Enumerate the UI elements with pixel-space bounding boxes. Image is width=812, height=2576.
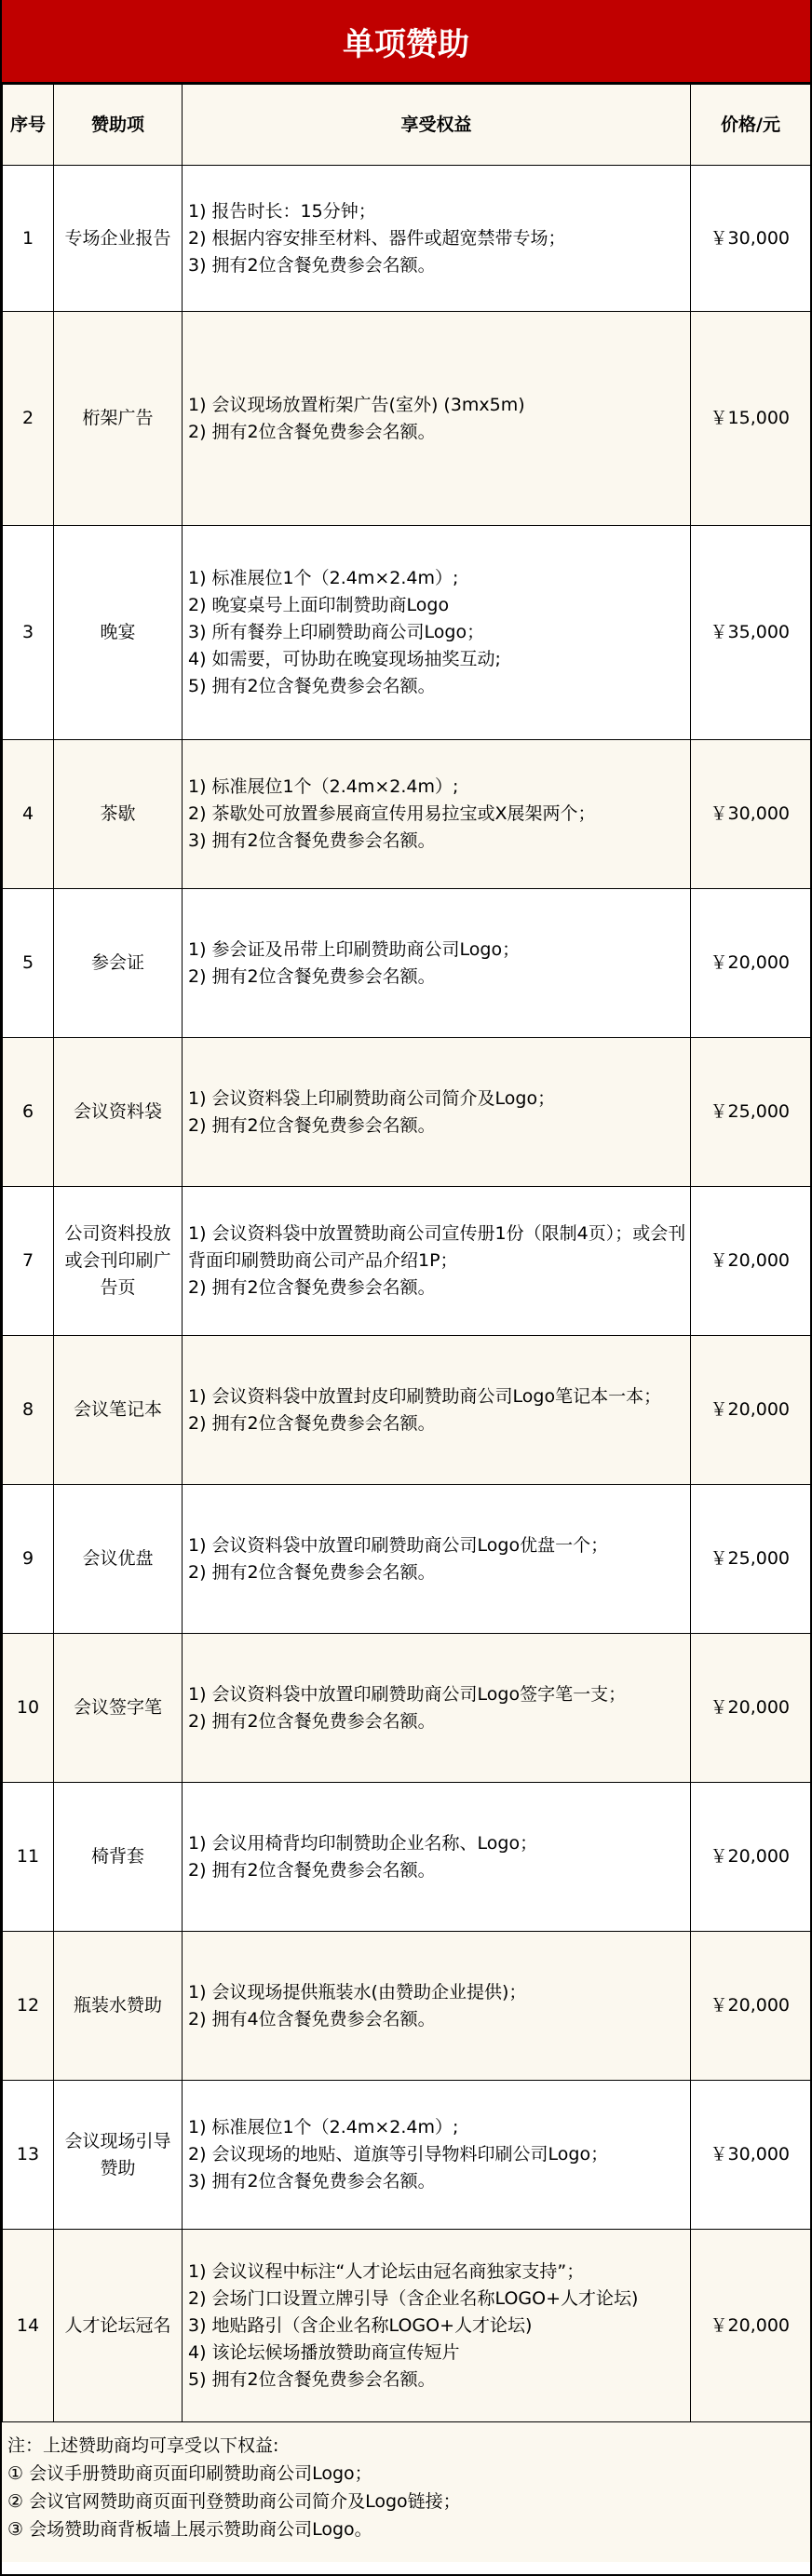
- row-number: 5: [3, 889, 54, 1038]
- sponsor-item-name: 会议现场引导赞助: [54, 2081, 183, 2230]
- row-number: 13: [3, 2081, 54, 2230]
- price-cell: ￥35,000: [691, 526, 811, 740]
- benefit-line: 1) 标准展位1个（2.4m×2.4m）;: [188, 776, 459, 797]
- benefits-cell: [183, 312, 691, 526]
- benefit-line: 2) 拥有2位含餐免费参会名额。: [188, 1412, 436, 1434]
- table-row: [3, 312, 811, 526]
- table-row: [3, 740, 811, 889]
- benefit-line: 3) 拥有2位含餐免费参会名额。: [188, 830, 436, 851]
- price-cell: ￥25,000: [691, 1038, 811, 1187]
- benefit-line: 1) 标准展位1个（2.4m×2.4m）;: [188, 568, 459, 588]
- note-item: ① 会议手册赞助商页面印刷赞助商公司Logo；: [7, 2463, 372, 2484]
- benefit-line: 5) 拥有2位含餐免费参会名额。: [188, 2368, 436, 2390]
- table-row: [3, 1336, 811, 1485]
- benefits-cell: [183, 2230, 691, 2422]
- sponsor-item-name: 茶歇: [54, 740, 183, 889]
- sponsor-item-name: 参会证: [54, 889, 183, 1038]
- benefit-line: 1) 参会证及吊带上印刷赞助商公司Logo；: [188, 938, 521, 960]
- benefit-line: 2) 晚宴桌号上面印制赞助商Logo: [188, 595, 450, 615]
- table-header-row: [3, 85, 811, 166]
- row-number: 8: [3, 1336, 54, 1485]
- benefit-line: 1) 会议资料袋中放置印刷赞助商公司Logo优盘一个；: [188, 1534, 609, 1556]
- benefit-line: 1) 报告时长：15分钟；: [188, 200, 376, 222]
- price-cell: ￥30,000: [691, 166, 811, 312]
- row-number: 4: [3, 740, 54, 889]
- benefit-line: 2) 会场门口设置立牌引导（含企业名称LOGO+人才论坛): [188, 2287, 639, 2309]
- price-cell: ￥15,000: [691, 312, 811, 526]
- benefit-line: 2) 拥有4位含餐免费参会名额。: [188, 2008, 436, 2030]
- header-item: 赞助项: [54, 85, 183, 166]
- benefits-cell: [183, 166, 691, 312]
- table-row: [3, 1038, 811, 1187]
- table-row: [3, 2081, 811, 2230]
- price-cell: ￥20,000: [691, 2230, 811, 2422]
- benefit-line: 1) 会议用椅背均印制赞助企业名称、Logo；: [188, 1832, 538, 1854]
- price-cell: ￥30,000: [691, 2081, 811, 2230]
- benefit-line: 3) 所有餐券上印刷赞助商公司Logo；: [188, 622, 485, 642]
- benefit-line: 1) 标准展位1个（2.4m×2.4m）;: [188, 2117, 459, 2138]
- header-price: 价格/元: [691, 85, 811, 166]
- table-row: [3, 1932, 811, 2081]
- sponsor-item-name: 椅背套: [54, 1783, 183, 1932]
- table-row: [3, 166, 811, 312]
- row-number: 12: [3, 1932, 54, 2081]
- benefit-line: 1) 会议议程中标注“人才论坛由冠名商独家支持”；: [188, 2260, 585, 2282]
- benefit-line: 5) 拥有2位含餐免费参会名额。: [188, 676, 436, 696]
- benefits-cell: [183, 1187, 691, 1336]
- benefit-line: 3) 拥有2位含餐免费参会名额。: [188, 2171, 436, 2192]
- benefit-line: 2) 拥有2位含餐免费参会名额。: [188, 421, 436, 442]
- benefit-line: 2) 拥有2位含餐免费参会名额。: [188, 1561, 436, 1583]
- sponsor-item-name: 桁架广告: [54, 312, 183, 526]
- benefit-line: 2) 根据内容安排至材料、器件或超宽禁带专场；: [188, 227, 566, 249]
- table-row: [3, 1783, 811, 1932]
- note-item: ② 会议官网赞助商页面刊登赞助商公司简介及Logo链接；: [7, 2491, 461, 2512]
- note-intro: 注：上述赞助商均可享受以下权益:: [7, 2435, 279, 2456]
- sponsor-item-name: 会议资料袋: [54, 1038, 183, 1187]
- price-cell: ￥20,000: [691, 1634, 811, 1783]
- sponsor-item-name: 会议签字笔: [54, 1634, 183, 1783]
- note-item: ③ 会场赞助商背板墙上展示赞助商公司Logo。: [7, 2519, 372, 2540]
- row-number: 1: [3, 166, 54, 312]
- benefit-line: 2) 拥有2位含餐免费参会名额。: [188, 1710, 436, 1732]
- benefit-line: 2) 拥有2位含餐免费参会名额。: [188, 965, 436, 987]
- price-cell: ￥20,000: [691, 1336, 811, 1485]
- benefits-cell: [183, 2081, 691, 2230]
- benefits-cell: [183, 1336, 691, 1485]
- row-number: 7: [3, 1187, 54, 1336]
- benefits-cell: [183, 889, 691, 1038]
- benefit-line: 1) 会议现场放置桁架广告(室外) (3mx5m): [188, 394, 525, 415]
- table-row: [3, 1634, 811, 1783]
- benefits-cell: [183, 1038, 691, 1187]
- benefit-line: 2) 拥有2位含餐免费参会名额。: [188, 1114, 436, 1136]
- row-number: 3: [3, 526, 54, 740]
- row-number: 6: [3, 1038, 54, 1187]
- sponsor-item-name: 瓶装水赞助: [54, 1932, 183, 2081]
- table-row: [3, 1187, 811, 1336]
- price-cell: ￥30,000: [691, 740, 811, 889]
- benefits-cell: [183, 526, 691, 740]
- sponsor-item-name: 专场企业报告: [54, 166, 183, 312]
- price-cell: ￥20,000: [691, 889, 811, 1038]
- benefit-line: 4) 该论坛候场播放赞助商宣传短片: [188, 2341, 460, 2363]
- price-cell: ￥25,000: [691, 1485, 811, 1634]
- sponsor-item-name: 晚宴: [54, 526, 183, 740]
- table-row: [3, 1485, 811, 1634]
- row-number: 2: [3, 312, 54, 526]
- price-cell: ￥20,000: [691, 1783, 811, 1932]
- header-no: 序号: [3, 85, 54, 166]
- row-number: 10: [3, 1634, 54, 1783]
- benefit-line: 4) 如需要，可协助在晚宴现场抽奖互动;: [188, 649, 501, 669]
- table-row: [3, 2230, 811, 2422]
- benefit-line: 1) 会议资料袋中放置封皮印刷赞助商公司Logo笔记本一本；: [188, 1385, 662, 1407]
- benefits-cell: [183, 1932, 691, 2081]
- benefit-line: 2) 拥有2位含餐免费参会名额。: [188, 1859, 436, 1881]
- benefit-line: 2) 茶歇处可放置参展商宣传用易拉宝或X展架两个；: [188, 803, 596, 824]
- benefits-cell: [183, 740, 691, 889]
- price-cell: ￥20,000: [691, 1187, 811, 1336]
- benefit-line: 1) 会议现场提供瓶装水(由赞助企业提供)；: [188, 1981, 527, 2003]
- sponsor-item-name: 会议优盘: [54, 1485, 183, 1634]
- price-cell: ￥20,000: [691, 1932, 811, 2081]
- benefit-line: 2) 会议现场的地贴、道旗等引导物料印刷公司Logo；: [188, 2144, 609, 2165]
- sponsorship-table: [2, 84, 811, 2422]
- row-number: 14: [3, 2230, 54, 2422]
- sponsor-item-name: 公司资料投放或会刊印刷广告页: [54, 1187, 183, 1336]
- row-number: 9: [3, 1485, 54, 1634]
- benefit-line: 1) 会议资料袋中放置印刷赞助商公司Logo签字笔一支；: [188, 1683, 627, 1705]
- table-row: [3, 526, 811, 740]
- benefit-line: 2) 拥有2位含餐免费参会名额。: [188, 1277, 436, 1298]
- benefits-note: [2, 2422, 810, 2562]
- benefits-cell: [183, 1485, 691, 1634]
- header-benefits: 享受权益: [183, 85, 691, 166]
- row-number: 11: [3, 1783, 54, 1932]
- benefits-cell: [183, 1634, 691, 1783]
- sponsor-item-name: 会议笔记本: [54, 1336, 183, 1485]
- benefit-line: 3) 拥有2位含餐免费参会名额。: [188, 254, 436, 276]
- benefits-cell: [183, 1783, 691, 1932]
- page-title: 单项赞助: [2, 0, 810, 84]
- benefit-line: 1) 会议资料袋上印刷赞助商公司简介及Logo；: [188, 1087, 556, 1109]
- table-body: [3, 166, 811, 2422]
- sponsor-item-name: 人才论坛冠名: [54, 2230, 183, 2422]
- table-row: [3, 889, 811, 1038]
- benefit-line: 1) 会议资料袋中放置赞助商公司宣传册1份（限制4页）；或会刊背面印刷赞助商公司产品介绍1P；: [188, 1223, 686, 1271]
- benefit-line: 3) 地贴路引（含企业名称LOGO+人才论坛): [188, 2314, 533, 2336]
